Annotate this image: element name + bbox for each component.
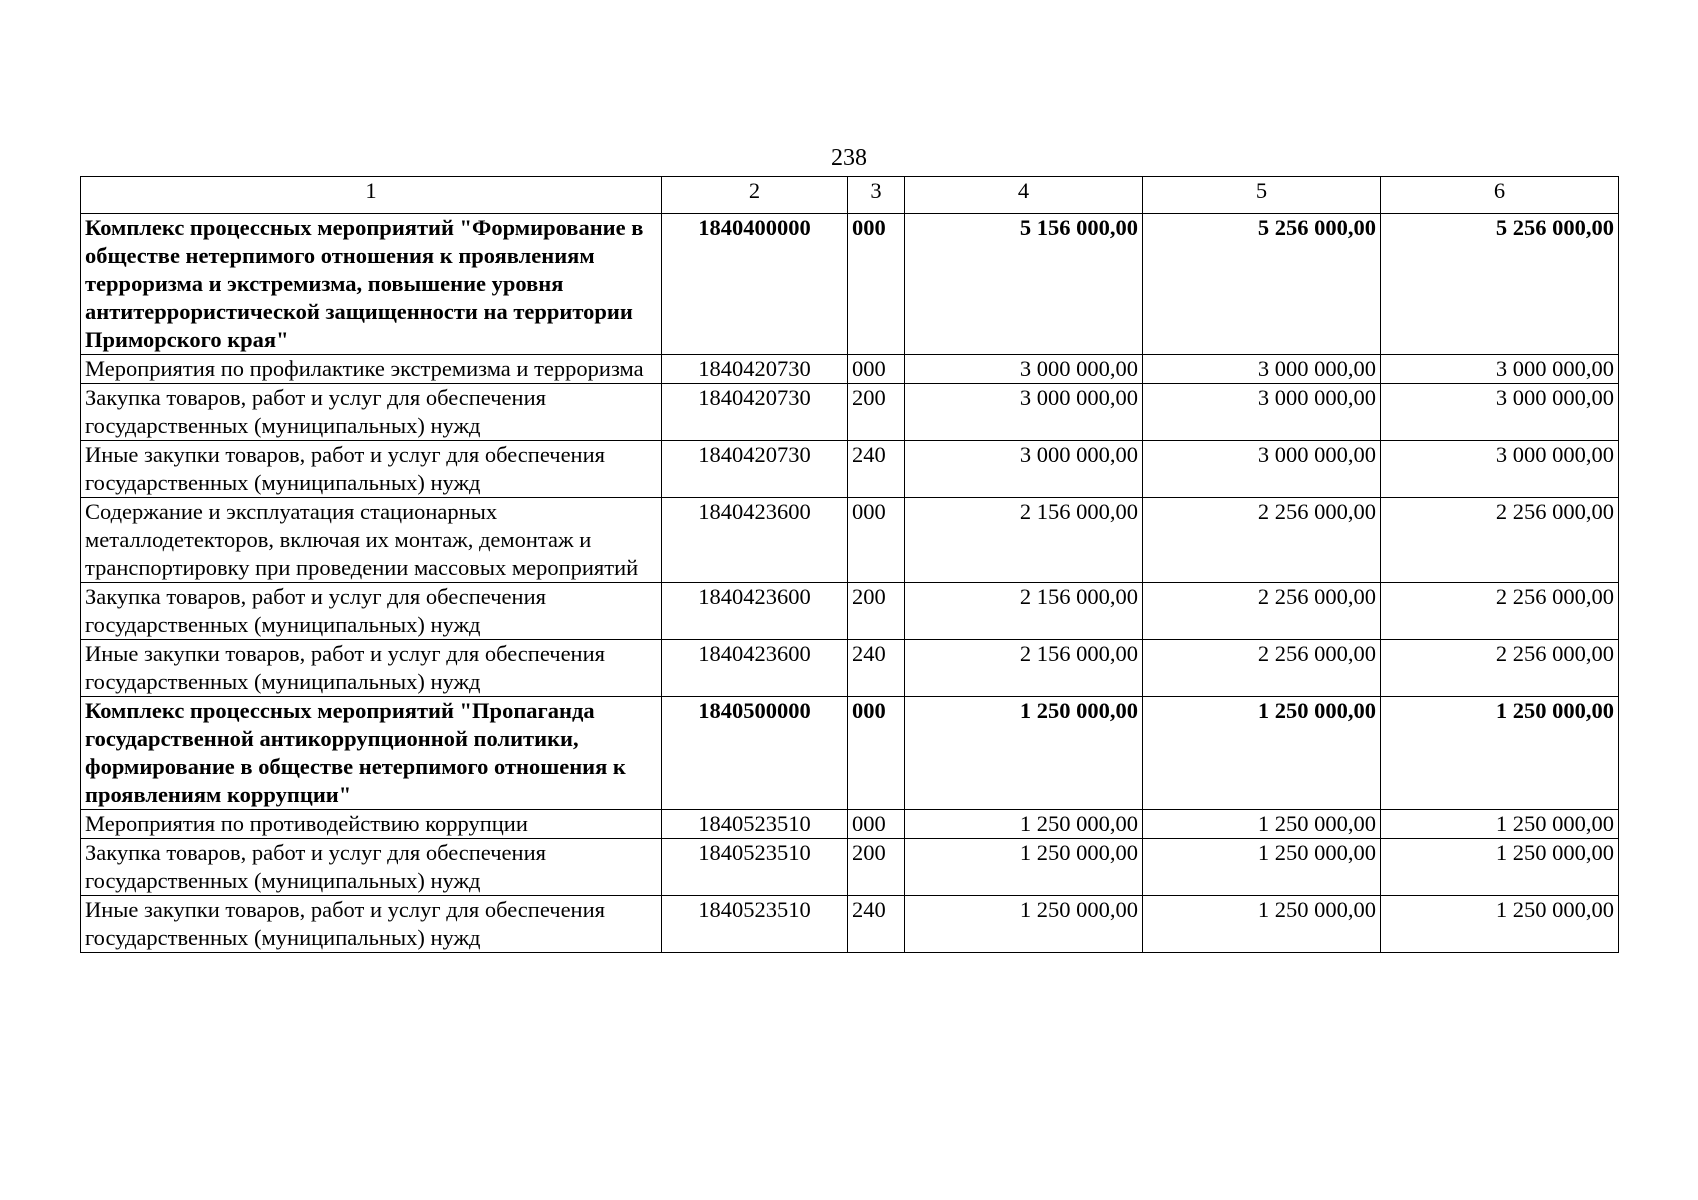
row-name-cell: Мероприятия по профилактике экстремизма и терроризма bbox=[81, 355, 662, 384]
row-name-cell: Содержание и эксплуатация стационарных металлодетекторов, включая их монтаж, демонтаж и транспортировку при проведении массовых мероприятий bbox=[81, 498, 662, 583]
page-number: 238 bbox=[831, 145, 867, 171]
row-sum-year1-cell: 3 000 000,00 bbox=[905, 441, 1143, 498]
budget-table bbox=[80, 176, 1619, 953]
table-row bbox=[81, 384, 1619, 441]
row-sum-year1-cell: 2 156 000,00 bbox=[905, 640, 1143, 697]
row-target-code-cell: 1840423600 bbox=[662, 583, 848, 640]
row-target-code-cell: 1840523510 bbox=[662, 810, 848, 839]
row-sum-year2-cell: 1 250 000,00 bbox=[1143, 810, 1381, 839]
row-name-cell: Иные закупки товаров, работ и услуг для обеспечения государственных (муниципальных) нужд bbox=[81, 896, 662, 953]
header-cell-1: 1 bbox=[81, 177, 662, 214]
row-sum-year3-cell: 3 000 000,00 bbox=[1381, 355, 1619, 384]
row-sum-year3-cell: 2 256 000,00 bbox=[1381, 640, 1619, 697]
table-row bbox=[81, 214, 1619, 355]
row-sum-year3-cell: 1 250 000,00 bbox=[1381, 896, 1619, 953]
row-expense-kind-cell: 200 bbox=[848, 583, 905, 640]
table-row bbox=[81, 810, 1619, 839]
row-expense-kind-cell: 240 bbox=[848, 896, 905, 953]
row-expense-kind-cell: 240 bbox=[848, 441, 905, 498]
row-target-code-cell: 1840420730 bbox=[662, 355, 848, 384]
row-name-cell: Закупка товаров, работ и услуг для обеспечения государственных (муниципальных) нужд bbox=[81, 583, 662, 640]
row-sum-year2-cell: 3 000 000,00 bbox=[1143, 384, 1381, 441]
header-cell-5: 5 bbox=[1143, 177, 1381, 214]
row-target-code-cell: 1840500000 bbox=[662, 697, 848, 810]
table-row bbox=[81, 640, 1619, 697]
row-sum-year1-cell: 2 156 000,00 bbox=[905, 583, 1143, 640]
row-sum-year3-cell: 3 000 000,00 bbox=[1381, 441, 1619, 498]
table-row bbox=[81, 583, 1619, 640]
header-cell-6: 6 bbox=[1381, 177, 1619, 214]
row-target-code-cell: 1840420730 bbox=[662, 384, 848, 441]
table-row bbox=[81, 355, 1619, 384]
table-row bbox=[81, 896, 1619, 953]
row-name-cell: Комплекс процессных мероприятий "Пропаганда государственной антикоррупционной политики, формирование в обществе нетерпимого отношения к проявлениям коррупции" bbox=[81, 697, 662, 810]
row-expense-kind-cell: 200 bbox=[848, 839, 905, 896]
row-sum-year3-cell: 3 000 000,00 bbox=[1381, 384, 1619, 441]
row-expense-kind-cell: 000 bbox=[848, 355, 905, 384]
row-name-cell: Комплекс процессных мероприятий "Формирование в обществе нетерпимого отношения к проявлениям терроризма и экстремизма, повышение уровня антитеррористической защищенности на территории Приморского края" bbox=[81, 214, 662, 355]
row-target-code-cell: 1840420730 bbox=[662, 441, 848, 498]
row-sum-year1-cell: 1 250 000,00 bbox=[905, 810, 1143, 839]
row-sum-year1-cell: 3 000 000,00 bbox=[905, 355, 1143, 384]
row-sum-year2-cell: 1 250 000,00 bbox=[1143, 697, 1381, 810]
row-sum-year3-cell: 1 250 000,00 bbox=[1381, 810, 1619, 839]
header-cell-3: 3 bbox=[848, 177, 905, 214]
table-row bbox=[81, 498, 1619, 583]
row-sum-year2-cell: 2 256 000,00 bbox=[1143, 640, 1381, 697]
row-sum-year3-cell: 2 256 000,00 bbox=[1381, 498, 1619, 583]
header-cell-4: 4 bbox=[905, 177, 1143, 214]
row-sum-year3-cell: 1 250 000,00 bbox=[1381, 839, 1619, 896]
row-target-code-cell: 1840423600 bbox=[662, 640, 848, 697]
table-row bbox=[81, 839, 1619, 896]
row-expense-kind-cell: 200 bbox=[848, 384, 905, 441]
row-name-cell: Закупка товаров, работ и услуг для обеспечения государственных (муниципальных) нужд bbox=[81, 384, 662, 441]
table-row bbox=[81, 697, 1619, 810]
row-target-code-cell: 1840523510 bbox=[662, 896, 848, 953]
row-name-cell: Иные закупки товаров, работ и услуг для обеспечения государственных (муниципальных) нужд bbox=[81, 441, 662, 498]
row-expense-kind-cell: 240 bbox=[848, 640, 905, 697]
row-expense-kind-cell: 000 bbox=[848, 498, 905, 583]
row-target-code-cell: 1840400000 bbox=[662, 214, 848, 355]
row-sum-year1-cell: 1 250 000,00 bbox=[905, 839, 1143, 896]
row-sum-year1-cell: 1 250 000,00 bbox=[905, 697, 1143, 810]
row-sum-year2-cell: 3 000 000,00 bbox=[1143, 441, 1381, 498]
row-sum-year3-cell: 1 250 000,00 bbox=[1381, 697, 1619, 810]
row-sum-year2-cell: 3 000 000,00 bbox=[1143, 355, 1381, 384]
row-expense-kind-cell: 000 bbox=[848, 810, 905, 839]
row-expense-kind-cell: 000 bbox=[848, 214, 905, 355]
row-sum-year1-cell: 3 000 000,00 bbox=[905, 384, 1143, 441]
row-sum-year1-cell: 2 156 000,00 bbox=[905, 498, 1143, 583]
row-target-code-cell: 1840423600 bbox=[662, 498, 848, 583]
row-sum-year1-cell: 1 250 000,00 bbox=[905, 896, 1143, 953]
row-sum-year1-cell: 5 156 000,00 bbox=[905, 214, 1143, 355]
row-name-cell: Закупка товаров, работ и услуг для обеспечения государственных (муниципальных) нужд bbox=[81, 839, 662, 896]
row-expense-kind-cell: 000 bbox=[848, 697, 905, 810]
header-row bbox=[81, 177, 1619, 214]
row-sum-year3-cell: 5 256 000,00 bbox=[1381, 214, 1619, 355]
table-body bbox=[81, 214, 1619, 953]
row-target-code-cell: 1840523510 bbox=[662, 839, 848, 896]
header-cell-2: 2 bbox=[662, 177, 848, 214]
row-name-cell: Иные закупки товаров, работ и услуг для обеспечения государственных (муниципальных) нужд bbox=[81, 640, 662, 697]
row-sum-year2-cell: 5 256 000,00 bbox=[1143, 214, 1381, 355]
row-sum-year2-cell: 2 256 000,00 bbox=[1143, 583, 1381, 640]
row-sum-year3-cell: 2 256 000,00 bbox=[1381, 583, 1619, 640]
table-row bbox=[81, 441, 1619, 498]
row-sum-year2-cell: 2 256 000,00 bbox=[1143, 498, 1381, 583]
row-sum-year2-cell: 1 250 000,00 bbox=[1143, 839, 1381, 896]
row-sum-year2-cell: 1 250 000,00 bbox=[1143, 896, 1381, 953]
row-name-cell: Мероприятия по противодействию коррупции bbox=[81, 810, 662, 839]
